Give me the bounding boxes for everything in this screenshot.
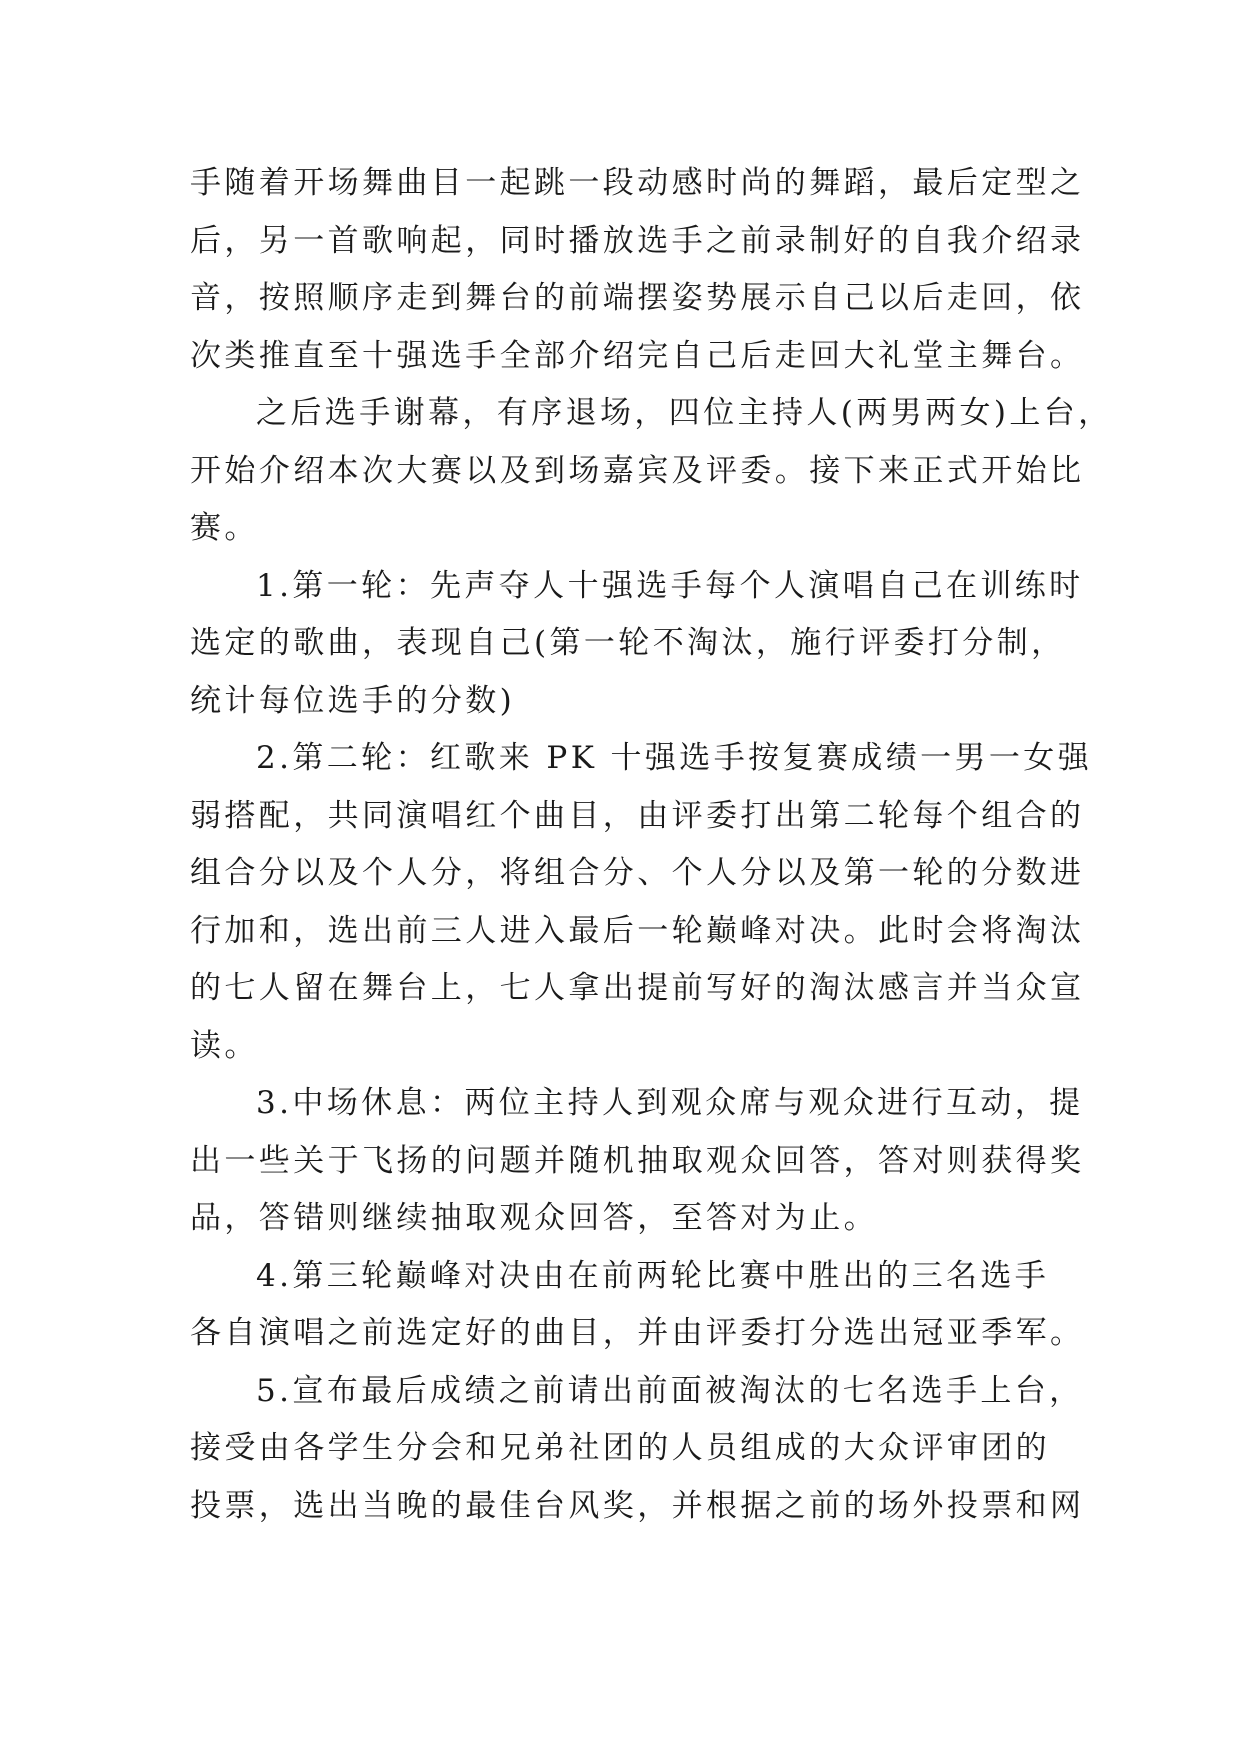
text-line: 读。 xyxy=(190,1027,259,1064)
text-line: 之后选手谢幕，有序退场，四位主持人(两男两女)上台， xyxy=(256,395,1113,431)
text-line: 组合分以及个人分，将组合分、个人分以及第一轮的分数进 xyxy=(190,855,1085,891)
text-line: 2.第二轮：红歌来 PK 十强选手按复赛成绩一男一女强 xyxy=(256,740,1093,776)
document-body xyxy=(190,155,1113,1535)
text-line: 品，答错则继续抽取观众回答，至答对为止。 xyxy=(190,1200,878,1236)
text-line: 弱搭配，共同演唱红个曲目，由评委打出第二轮每个组合的 xyxy=(190,797,1085,834)
text-line: 次类推直至十强选手全部介绍完自己后走回大礼堂主舞台。 xyxy=(190,337,1085,374)
text-line: 选定的歌曲，表现自己(第一轮不淘汰，施行评委打分制， xyxy=(190,625,1066,661)
text-line: 开始介绍本次大赛以及到场嘉宾及评委。接下来正式开始比 xyxy=(190,452,1085,489)
text-line: 行加和，选出前三人进入最后一轮巅峰对决。此时会将淘汰 xyxy=(190,912,1085,949)
text-line: 5.宣布最后成绩之前请出前面被淘汰的七名选手上台， xyxy=(256,1372,1084,1409)
text-line: 各自演唱之前选定好的曲目，并由评委打分选出冠亚季军。 xyxy=(190,1315,1085,1351)
text-line: 手随着开场舞曲目一起跳一段动感时尚的舞蹈，最后定型之 xyxy=(190,165,1085,201)
text-line: 音，按照顺序走到舞台的前端摆姿势展示自己以后走回，依 xyxy=(190,280,1085,316)
text-line: 1.第一轮：先声夺人十强选手每个人演唱自己在训练时 xyxy=(256,567,1084,604)
text-line: 投票，选出当晚的最佳台风奖，并根据之前的场外投票和网 xyxy=(190,1487,1085,1524)
text-line: 后，另一首歌响起，同时播放选手之前录制好的自我介绍录 xyxy=(190,222,1085,259)
text-line: 统计每位选手的分数) xyxy=(190,682,516,719)
text-line: 3.中场休息：两位主持人到观众席与观众进行互动，提 xyxy=(256,1085,1084,1121)
text-line: 的七人留在舞台上，七人拿出提前写好的淘汰感言并当众宣 xyxy=(190,970,1085,1006)
text-line: 赛。 xyxy=(190,510,259,546)
text-line: 接受由各学生分会和兄弟社团的人员组成的大众评审团的 xyxy=(190,1430,1050,1466)
text-line: 出一些关于飞扬的问题并随机抽取观众回答，答对则获得奖 xyxy=(190,1142,1085,1179)
text-line: 4.第三轮巅峰对决由在前两轮比赛中胜出的三名选手 xyxy=(256,1257,1050,1294)
